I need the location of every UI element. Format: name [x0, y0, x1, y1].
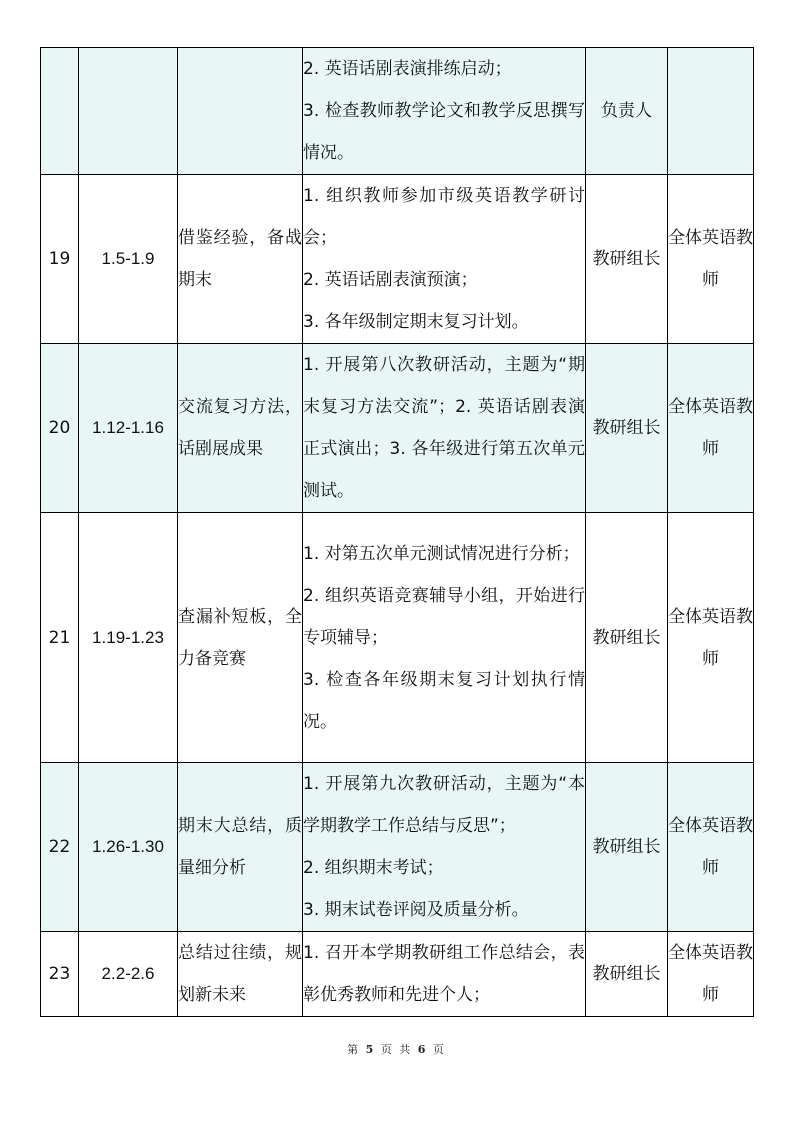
current-page-number: 5 — [365, 1043, 376, 1056]
leader-cell: 教研组长 — [586, 932, 668, 1017]
date-range-cell: 1.19-1.23 — [79, 513, 178, 763]
content-line: 3. 各年级制定期末复习计划。 — [303, 312, 529, 332]
content-line: 1. 开展第九次教研活动，主题为“本学期教学工作总结与反思”； — [303, 774, 585, 836]
date-range-cell: 1.26-1.30 — [79, 763, 178, 932]
page-footer — [0, 1041, 793, 1057]
total-page-count: 6 — [417, 1043, 428, 1056]
table-row — [41, 932, 754, 1017]
content-cell — [303, 513, 586, 763]
content-cell — [303, 48, 586, 175]
content-cell — [303, 175, 586, 344]
week-number-cell — [41, 48, 79, 175]
participants-cell: 全体英语教师 — [668, 932, 754, 1017]
leader-cell: 教研组长 — [586, 175, 668, 344]
theme-cell: 交流复习方法，话剧展成果 — [178, 344, 303, 513]
schedule-table — [40, 47, 754, 1017]
table-row — [41, 344, 754, 513]
date-range-cell — [79, 48, 178, 175]
footer-prefix: 第 — [347, 1043, 361, 1056]
content-line: 2. 组织英语竞赛辅导小组，开始进行专项辅导； — [303, 585, 585, 648]
content-cell — [303, 932, 586, 1017]
participants-cell: 全体英语教师 — [668, 513, 754, 763]
content-line: 1. 召开本学期教研组工作总结会，表彰优秀教师和先进个人； — [303, 943, 585, 1005]
content-line: 1. 开展第八次教研活动，主题为“期末复习方法交流”；2. 英语话剧表演正式演出；3. 各年级进行第五次单元测试。 — [303, 355, 585, 501]
theme-cell: 借鉴经验，备战期末 — [178, 175, 303, 344]
theme-cell: 查漏补短板，全力备竞赛 — [178, 513, 303, 763]
date-range-cell: 1.5-1.9 — [79, 175, 178, 344]
content-line: 2. 英语话剧表演排练启动； — [303, 59, 512, 79]
leader-cell: 负责人 — [586, 48, 668, 175]
theme-cell: 期末大总结，质量细分析 — [178, 763, 303, 932]
date-range-cell: 2.2-2.6 — [79, 932, 178, 1017]
content-line: 3. 检查各年级期末复习计划执行情况。 — [303, 669, 585, 732]
content-line: 3. 期末试卷评阅及质量分析。 — [303, 900, 529, 920]
week-number-cell: 19 — [41, 175, 79, 344]
table-row — [41, 175, 754, 344]
week-number-cell: 21 — [41, 513, 79, 763]
date-range-cell: 1.12-1.16 — [79, 344, 178, 513]
theme-cell — [178, 48, 303, 175]
content-cell — [303, 763, 586, 932]
content-line: 1. 组织教师参加市级英语教学研讨会； — [303, 186, 585, 248]
participants-cell: 全体英语教师 — [668, 344, 754, 513]
content-line: 2. 英语话剧表演预演； — [303, 270, 478, 290]
table-row — [41, 48, 754, 175]
theme-cell: 总结过往绩，规划新未来 — [178, 932, 303, 1017]
participants-cell — [668, 48, 754, 175]
week-number-cell: 23 — [41, 932, 79, 1017]
content-line: 3. 检查教师教学论文和教学反思撰写情况。 — [303, 101, 585, 163]
table-row — [41, 513, 754, 763]
leader-cell: 教研组长 — [586, 763, 668, 932]
content-cell — [303, 344, 586, 513]
week-number-cell: 22 — [41, 763, 79, 932]
footer-middle: 页 共 — [380, 1043, 413, 1056]
table-row — [41, 763, 754, 932]
week-number-cell: 20 — [41, 344, 79, 513]
content-line: 2. 组织期末考试； — [303, 858, 444, 878]
leader-cell: 教研组长 — [586, 513, 668, 763]
leader-cell: 教研组长 — [586, 344, 668, 513]
content-line: 1. 对第五次单元测试情况进行分析； — [303, 543, 580, 564]
footer-suffix: 页 — [432, 1043, 446, 1056]
participants-cell: 全体英语教师 — [668, 763, 754, 932]
participants-cell: 全体英语教师 — [668, 175, 754, 344]
